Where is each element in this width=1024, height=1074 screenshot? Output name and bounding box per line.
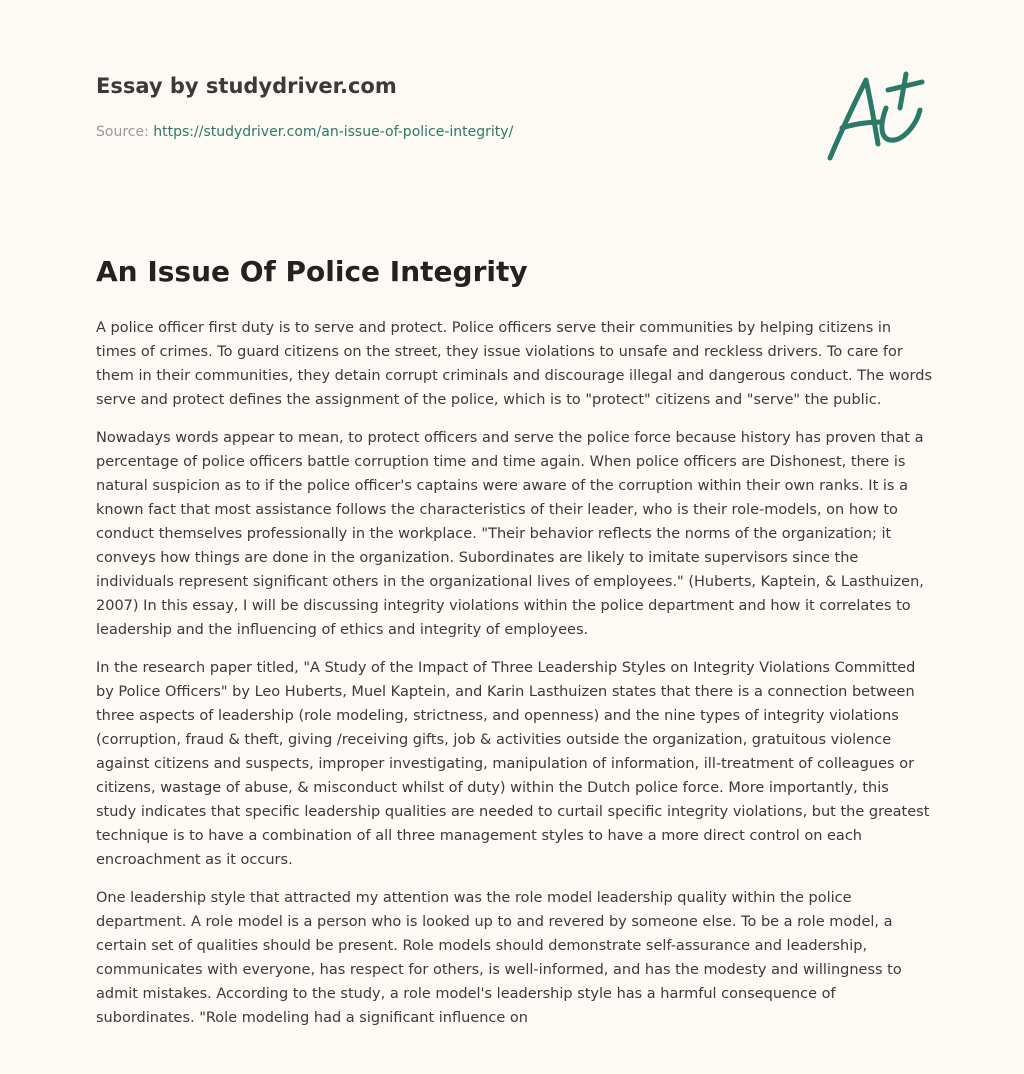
essay-paragraph: In the research paper titled, "A Study of the Impact of Three Leadership Styles on Integrity Violations Committed by Police Officers" by Leo Huberts, Muel Kaptein, and Karin Lasthuizen states that there is a connection between three aspects of leadership (role modeling, strictness, and openness) and the nine types of integrity violations (corruption, fraud & theft, giving /receiving gifts, job & activities outside the organization, gratuitous violence against citizens and suspects, improper investigating, manipulation of information, ill-treatment of colleagues or citizens, wastage of abuse, & misconduct whilst of duty) within the Dutch police force. More importantly, this study indicates that specific leadership qualities are needed to curtail specific integrity violations, but the greatest technique is to have a combination of all three management styles to have a more direct control on each encroachment as it occurs. xyxy=(96,660,930,868)
essay-paragraph: One leadership style that attracted my attention was the role model leadership quality within the police department. A role model is a person who is looked up to and revered by someone else. To be a role model, a certain set of qualities should be present. Role models should demonstrate self-assurance and leadership, communicates with everyone, has respect for others, is well-informed, and has the modesty and willingness to admit mistakes. According to the study, a role model's leadership style has a harmful consequence of subordinates. "Role modeling had a significant influence on xyxy=(96,890,902,1026)
source-link[interactable]: https://studydriver.com/an-issue-of-police-integrity/ xyxy=(153,124,514,140)
brand-title: Essay by studydriver.com xyxy=(96,74,397,98)
source-label: Source: xyxy=(96,124,154,140)
source-line xyxy=(96,124,513,140)
a-plus-logo-icon xyxy=(826,68,926,164)
essay-paragraph: A police officer first duty is to serve and protect. Police officers serve their communities by helping citizens in times of crimes. To guard citizens on the street, they issue violations to unsafe and reckless drivers. To care for them in their communities, they detain corrupt criminals and discourage illegal and dangerous conduct. The words serve and protect defines the assignment of the police, which is to "protect" citizens and "serve" the public. xyxy=(96,320,933,408)
page-header xyxy=(96,0,928,200)
essay-title: An Issue Of Police Integrity xyxy=(96,255,528,288)
essay-paragraph: Nowadays words appear to mean, to protect officers and serve the police force because history has proven that a percentage of police officers battle corruption time and time again. When police officers are Dishonest, there is natural suspicion as to if the police officer's captains were aware of the corruption within their own ranks. It is a known fact that most assistance follows the characteristics of their leader, who is their role-models, on how to conduct themselves professionally in the workplace. "Their behavior reflects the norms of the organization; it conveys how things are done in the organization. Subordinates are likely to imitate supervisors since the individuals represent significant others in the organizational lives of employees." (Huberts, Kaptein, & Lasthuizen, 2007) In this essay, I will be discussing integrity violations within the police department and how it correlates to leadership and the influencing of ethics and integrity of employees. xyxy=(96,430,924,638)
essay-body xyxy=(96,316,932,1044)
